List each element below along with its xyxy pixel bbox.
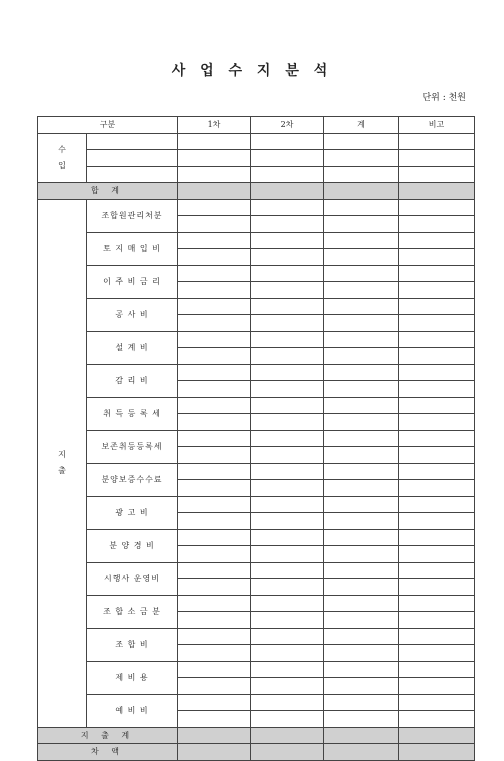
value-cell[interactable] — [399, 727, 475, 744]
value-cell[interactable] — [251, 529, 324, 546]
income-item-cell[interactable] — [87, 166, 178, 183]
value-cell[interactable] — [178, 150, 251, 167]
value-cell[interactable] — [178, 381, 251, 398]
value-cell[interactable] — [251, 513, 324, 530]
value-cell[interactable] — [399, 463, 475, 480]
value-cell[interactable] — [324, 232, 399, 249]
value-cell[interactable] — [399, 397, 475, 414]
value-cell[interactable] — [251, 463, 324, 480]
value-cell[interactable] — [399, 447, 475, 464]
value-cell[interactable] — [399, 133, 475, 150]
value-cell[interactable] — [251, 480, 324, 497]
income-row — [38, 166, 475, 183]
value-cell[interactable] — [251, 678, 324, 695]
value-cell[interactable] — [178, 298, 251, 315]
value-cell[interactable] — [324, 694, 399, 711]
value-cell[interactable] — [251, 612, 324, 629]
value-cell[interactable] — [399, 166, 475, 183]
value-cell[interactable] — [399, 249, 475, 266]
value-cell[interactable] — [251, 381, 324, 398]
value-cell[interactable] — [399, 232, 475, 249]
value-cell[interactable] — [399, 513, 475, 530]
value-cell[interactable] — [399, 744, 475, 761]
value-cell[interactable] — [399, 348, 475, 365]
value-cell[interactable] — [399, 414, 475, 431]
expense-row — [38, 694, 475, 711]
value-cell[interactable] — [178, 430, 251, 447]
value-cell[interactable] — [324, 463, 399, 480]
expense-item-label: 설 계 비 — [87, 331, 178, 364]
value-cell[interactable] — [399, 364, 475, 381]
value-cell[interactable] — [178, 183, 251, 200]
value-cell[interactable] — [178, 166, 251, 183]
value-cell[interactable] — [251, 744, 324, 761]
value-cell[interactable] — [324, 529, 399, 546]
expense-row — [38, 595, 475, 612]
expense-row — [38, 496, 475, 513]
value-cell[interactable] — [324, 166, 399, 183]
expense-row — [38, 529, 475, 546]
value-cell[interactable] — [178, 595, 251, 612]
value-cell[interactable] — [324, 315, 399, 332]
difference-label: 차 액 — [38, 744, 178, 761]
expense-row — [38, 661, 475, 678]
value-cell[interactable] — [251, 727, 324, 744]
value-cell[interactable] — [324, 579, 399, 596]
value-cell[interactable] — [324, 661, 399, 678]
expense-row — [38, 298, 475, 315]
expense-item-label: 공 사 비 — [87, 298, 178, 331]
value-cell[interactable] — [324, 513, 399, 530]
value-cell[interactable] — [178, 562, 251, 579]
value-cell[interactable] — [399, 282, 475, 299]
income-item-cell[interactable] — [87, 133, 178, 150]
value-cell[interactable] — [251, 331, 324, 348]
value-cell[interactable] — [178, 628, 251, 645]
value-cell[interactable] — [178, 348, 251, 365]
value-cell[interactable] — [178, 480, 251, 497]
unit-label: 단위 : 천원 — [422, 93, 466, 103]
expense-item-label: 보존취등등록세 — [87, 430, 178, 463]
value-cell[interactable] — [178, 744, 251, 761]
value-cell[interactable] — [178, 216, 251, 233]
value-cell[interactable] — [399, 315, 475, 332]
value-cell[interactable] — [251, 166, 324, 183]
expense-item-label: 분 양 경 비 — [87, 529, 178, 562]
value-cell[interactable] — [324, 678, 399, 695]
value-cell[interactable] — [324, 628, 399, 645]
value-cell[interactable] — [178, 694, 251, 711]
expense-row — [38, 232, 475, 249]
expense-row — [38, 265, 475, 282]
income-total-row — [38, 183, 475, 200]
income-label — [38, 133, 87, 183]
expense-item-label: 예 비 비 — [87, 694, 178, 727]
value-cell[interactable] — [399, 216, 475, 233]
document-title: 사 업 수 지 분 석 — [171, 63, 333, 79]
income-item-cell[interactable] — [87, 150, 178, 167]
profit-analysis-table — [37, 116, 475, 761]
header-col2: 2차 — [251, 117, 324, 134]
value-cell[interactable] — [399, 678, 475, 695]
value-cell[interactable] — [251, 645, 324, 662]
value-cell[interactable] — [251, 265, 324, 282]
value-cell[interactable] — [178, 397, 251, 414]
value-cell[interactable] — [251, 430, 324, 447]
value-cell[interactable] — [178, 315, 251, 332]
value-cell[interactable] — [324, 496, 399, 513]
value-cell[interactable] — [178, 364, 251, 381]
value-cell[interactable] — [178, 282, 251, 299]
expense-item-label: 시행사 운영비 — [87, 562, 178, 595]
value-cell[interactable] — [251, 397, 324, 414]
value-cell[interactable] — [324, 265, 399, 282]
value-cell[interactable] — [178, 232, 251, 249]
value-cell[interactable] — [178, 199, 251, 216]
value-cell[interactable] — [399, 645, 475, 662]
value-cell[interactable] — [251, 232, 324, 249]
difference-row — [38, 744, 475, 761]
value-cell[interactable] — [324, 216, 399, 233]
income-label-char2: 입 — [58, 160, 66, 170]
value-cell[interactable] — [399, 579, 475, 596]
header-col4: 비고 — [399, 117, 475, 134]
value-cell[interactable] — [251, 150, 324, 167]
value-cell[interactable] — [251, 249, 324, 266]
value-cell[interactable] — [399, 183, 475, 200]
value-cell[interactable] — [178, 529, 251, 546]
value-cell[interactable] — [251, 447, 324, 464]
value-cell[interactable] — [251, 496, 324, 513]
value-cell[interactable] — [324, 183, 399, 200]
value-cell[interactable] — [324, 199, 399, 216]
value-cell[interactable] — [399, 562, 475, 579]
value-cell[interactable] — [178, 133, 251, 150]
value-cell[interactable] — [324, 612, 399, 629]
expense-row — [38, 628, 475, 645]
value-cell[interactable] — [399, 199, 475, 216]
value-cell[interactable] — [178, 579, 251, 596]
value-cell[interactable] — [324, 727, 399, 744]
value-cell[interactable] — [324, 397, 399, 414]
value-cell[interactable] — [251, 628, 324, 645]
expense-item-label: 취 득 등 록 세 — [87, 397, 178, 430]
income-row — [38, 150, 475, 167]
value-cell[interactable] — [178, 612, 251, 629]
value-cell[interactable] — [251, 546, 324, 563]
value-cell[interactable] — [251, 315, 324, 332]
expense-item-label: 조 합 소 금 분 — [87, 595, 178, 628]
value-cell[interactable] — [178, 249, 251, 266]
income-total-label: 합 계 — [38, 183, 178, 200]
value-cell[interactable] — [399, 480, 475, 497]
value-cell[interactable] — [399, 595, 475, 612]
value-cell[interactable] — [178, 678, 251, 695]
value-cell[interactable] — [324, 381, 399, 398]
value-cell[interactable] — [251, 348, 324, 365]
value-cell[interactable] — [251, 282, 324, 299]
expense-row — [38, 463, 475, 480]
expense-item-label: 감 리 비 — [87, 364, 178, 397]
value-cell[interactable] — [251, 562, 324, 579]
expense-item-label: 제 비 용 — [87, 661, 178, 694]
value-cell[interactable] — [178, 265, 251, 282]
value-cell[interactable] — [399, 546, 475, 563]
value-cell[interactable] — [251, 199, 324, 216]
value-cell[interactable] — [324, 414, 399, 431]
income-label-char1: 수 — [58, 144, 66, 154]
value-cell[interactable] — [324, 645, 399, 662]
value-cell[interactable] — [399, 612, 475, 629]
value-cell[interactable] — [251, 364, 324, 381]
value-cell[interactable] — [324, 562, 399, 579]
value-cell[interactable] — [251, 298, 324, 315]
value-cell[interactable] — [399, 381, 475, 398]
value-cell[interactable] — [324, 133, 399, 150]
expense-item-label: 분양보증수수료 — [87, 463, 178, 496]
income-row — [38, 133, 475, 150]
value-cell[interactable] — [178, 414, 251, 431]
expense-row — [38, 397, 475, 414]
value-cell[interactable] — [178, 496, 251, 513]
header-row — [38, 117, 475, 134]
header-category: 구분 — [38, 117, 178, 134]
expense-row — [38, 562, 475, 579]
expense-row — [38, 331, 475, 348]
expense-label-char2: 출 — [58, 466, 66, 475]
value-cell[interactable] — [178, 645, 251, 662]
value-cell[interactable] — [324, 480, 399, 497]
expense-row — [38, 430, 475, 447]
value-cell[interactable] — [324, 331, 399, 348]
expense-item-label: 이 주 비 금 리 — [87, 265, 178, 298]
value-cell[interactable] — [399, 529, 475, 546]
value-cell[interactable] — [399, 150, 475, 167]
value-cell[interactable] — [251, 595, 324, 612]
value-cell[interactable] — [178, 661, 251, 678]
value-cell[interactable] — [399, 628, 475, 645]
value-cell[interactable] — [399, 430, 475, 447]
value-cell[interactable] — [324, 150, 399, 167]
value-cell[interactable] — [324, 348, 399, 365]
value-cell[interactable] — [324, 282, 399, 299]
value-cell[interactable] — [178, 727, 251, 744]
value-cell[interactable] — [251, 579, 324, 596]
value-cell[interactable] — [324, 744, 399, 761]
value-cell[interactable] — [399, 694, 475, 711]
value-cell[interactable] — [399, 496, 475, 513]
value-cell[interactable] — [324, 249, 399, 266]
value-cell[interactable] — [178, 463, 251, 480]
value-cell[interactable] — [324, 364, 399, 381]
value-cell[interactable] — [324, 298, 399, 315]
expense-label-char1: 지 — [58, 450, 66, 459]
value-cell[interactable] — [251, 694, 324, 711]
expense-total-row — [38, 727, 475, 744]
value-cell[interactable] — [399, 661, 475, 678]
value-cell[interactable] — [399, 331, 475, 348]
expense-item-label: 광 고 비 — [87, 496, 178, 529]
expense-item-label: 토 지 매 입 비 — [87, 232, 178, 265]
value-cell[interactable] — [324, 595, 399, 612]
value-cell[interactable] — [178, 447, 251, 464]
value-cell[interactable] — [399, 265, 475, 282]
expense-total-label: 지 출 계 — [38, 727, 178, 744]
value-cell[interactable] — [251, 661, 324, 678]
expense-item-label: 조 합 비 — [87, 628, 178, 661]
value-cell[interactable] — [178, 513, 251, 530]
header-col3: 계 — [324, 117, 399, 134]
value-cell[interactable] — [324, 546, 399, 563]
value-cell[interactable] — [178, 546, 251, 563]
header-col1: 1차 — [178, 117, 251, 134]
value-cell[interactable] — [324, 447, 399, 464]
expense-label — [38, 199, 87, 727]
expense-item-label: 조합원관리처분 — [87, 199, 178, 232]
value-cell[interactable] — [178, 331, 251, 348]
value-cell[interactable] — [251, 216, 324, 233]
value-cell[interactable] — [251, 414, 324, 431]
value-cell[interactable] — [324, 430, 399, 447]
expense-row — [38, 364, 475, 381]
value-cell[interactable] — [251, 183, 324, 200]
value-cell[interactable] — [251, 133, 324, 150]
expense-row — [38, 199, 475, 216]
value-cell[interactable] — [399, 298, 475, 315]
